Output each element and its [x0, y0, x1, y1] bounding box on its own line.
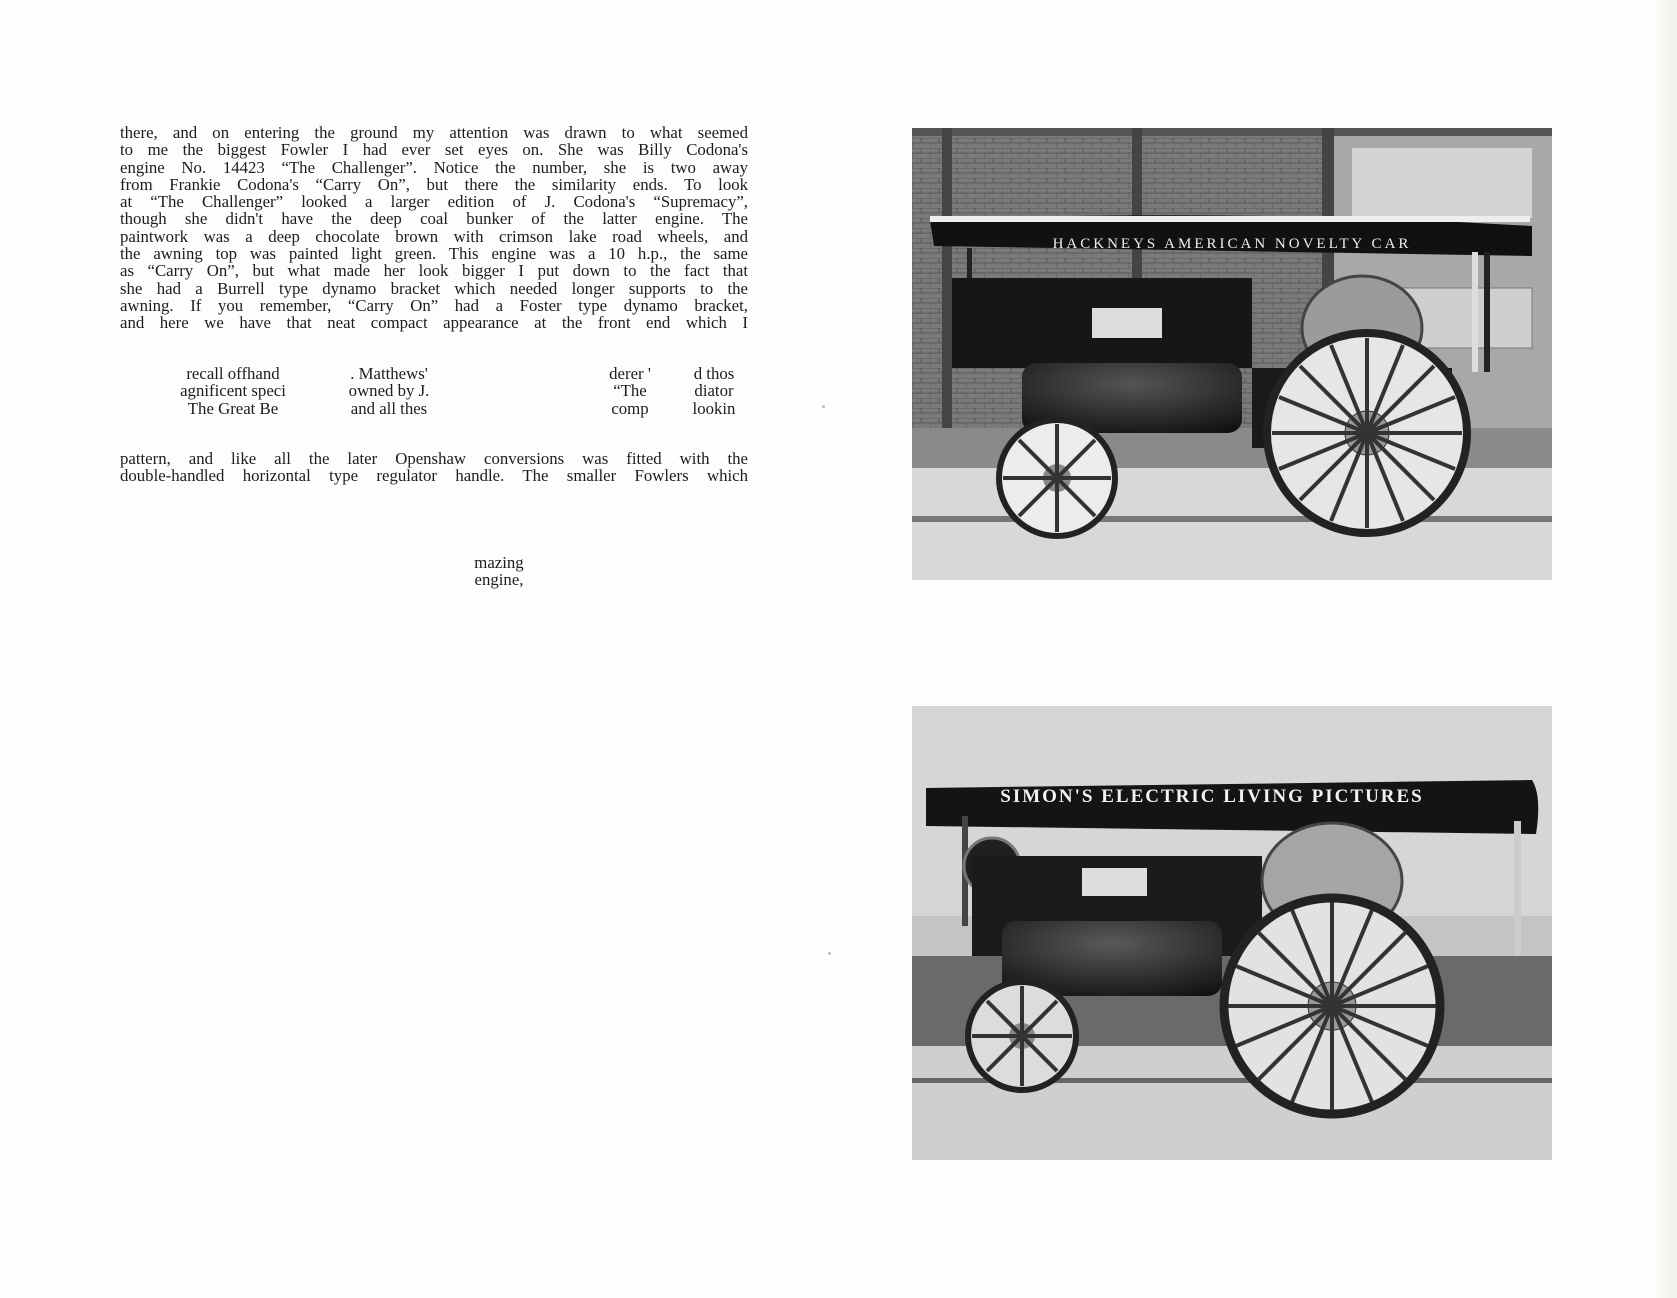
text-line: to me the biggest Fowler I had ever set eyes on. She was Billy Codona's — [120, 140, 748, 160]
paragraph-2 — [120, 450, 748, 485]
text-fragment-b — [336, 365, 442, 417]
article-text — [120, 124, 748, 332]
photo-simons-engine — [912, 706, 1552, 1160]
text-line: recall offhand — [186, 364, 280, 383]
text-line: awning. If you remember, “Carry On” had a Foster type dynamo bracket, — [120, 295, 748, 315]
text-line: she had a Burrell type dynamo bracket which needed longer supports to the — [120, 278, 748, 298]
text-line: d thos — [693, 364, 735, 383]
text-line: The Great Be — [187, 398, 279, 418]
text-line: there, and on entering the ground my attention was drawn to what seemed — [120, 123, 748, 142]
paper-speck — [822, 405, 825, 408]
text-line: diator — [694, 381, 734, 401]
text-line: double-handled horizontal type regulator handle. The smaller Fowlers which — [120, 466, 748, 486]
text-line: pattern, and like all the later Openshaw conversions was fitted with the — [120, 449, 748, 468]
text-fragment-c — [600, 365, 660, 417]
photo-hackneys-engine — [912, 128, 1552, 580]
text-line: comp — [611, 398, 649, 418]
text-line: from Frankie Codona's “Carry On”, but there the similarity ends. To look — [120, 174, 748, 194]
text-line: “The — [613, 381, 647, 401]
paragraph-1 — [120, 124, 748, 332]
text-line: at “The Challenger” looked a larger edition of J. Codona's “Supremacy”, — [120, 192, 748, 212]
text-fragment-d — [684, 365, 744, 417]
text-line: derer ' — [609, 364, 651, 383]
awning-text-top: HACKNEYS AMERICAN NOVELTY CAR — [1052, 236, 1412, 252]
text-line: mazing — [474, 553, 524, 572]
text-fragment-a — [172, 365, 294, 417]
text-line: as “Carry On”, but what made her look bigger I put down to the fact that — [120, 261, 748, 281]
text-line: the awning top was painted light green. This engine was a 10 h.p., the same — [120, 244, 748, 264]
text-line: and all thes — [350, 398, 428, 418]
text-line: and here we have that neat compact appearance at the front end which I — [120, 313, 748, 333]
text-line: owned by J. — [348, 381, 430, 401]
awning-text-bottom: SIMON'S ELECTRIC LIVING PICTURES — [1000, 786, 1424, 807]
text-fragment-e — [462, 554, 536, 589]
text-line: engine, — [474, 570, 524, 590]
text-line: though she didn't have the deep coal bunker of the latter engine. The — [120, 209, 748, 229]
text-line: lookin — [692, 398, 736, 418]
text-line: engine No. 14423 “The Challenger”. Notice the number, she is two away — [120, 157, 748, 177]
article-text-2 — [120, 450, 748, 485]
text-line: agnificent speci — [180, 381, 286, 401]
page-edge — [1655, 0, 1677, 1298]
text-line: . Matthews' — [350, 364, 428, 383]
paper-speck — [828, 952, 831, 955]
text-line: paintwork was a deep chocolate brown with crimson lake road wheels, and — [120, 226, 748, 246]
